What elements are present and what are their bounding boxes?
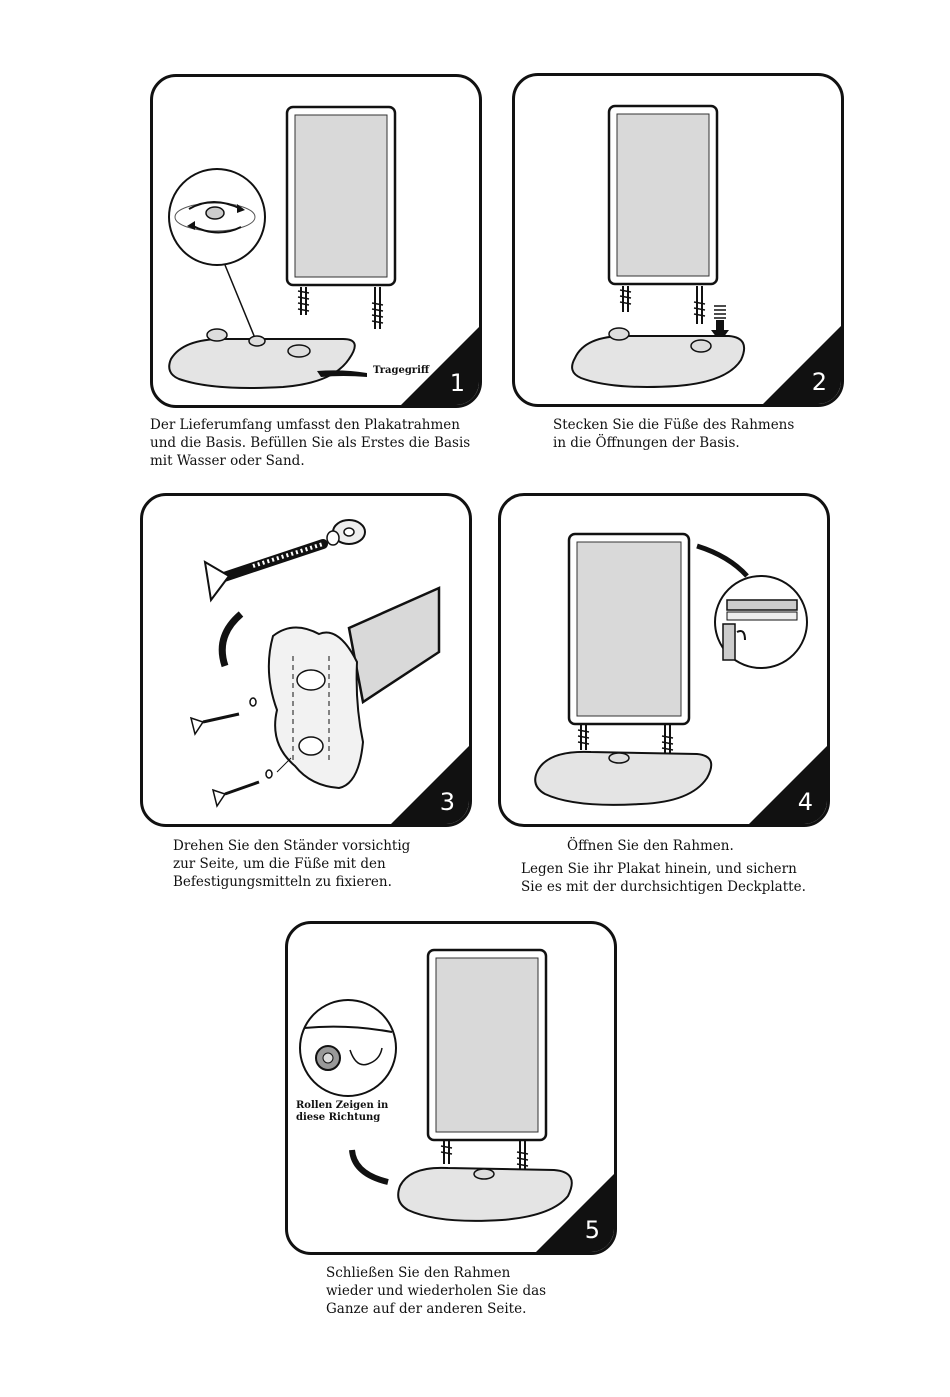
step-1-panel xyxy=(150,74,482,408)
step-4-corner xyxy=(749,746,827,824)
step-5-number: 5 xyxy=(584,1216,600,1244)
step-3-panel xyxy=(140,493,472,827)
step-1-number: 1 xyxy=(449,369,465,397)
step-4-caption-insert: Legen Sie ihr Plakat hinein, und sichern Sie es mit der durchsichtigen Deckplatte. xyxy=(521,861,806,895)
step-2-caption: Stecken Sie die Füße des Rahmens in die Öffnungen der Basis. xyxy=(553,417,795,451)
step-2-panel xyxy=(512,73,844,407)
step-5-caption: Schließen Sie den Rahmen wieder und wiederholen Sie das Ganze auf der anderen Seite. xyxy=(326,1265,547,1317)
step-2-number: 2 xyxy=(811,368,827,396)
step-5-corner xyxy=(536,1174,614,1252)
step-2-corner xyxy=(763,326,841,404)
step-1-caption: Der Lieferumfang umfasst den Plakatrahmen und die Basis. Befüllen Sie als Erstes die Basis mit Wasser oder Sand. xyxy=(150,417,471,469)
step-3-number: 3 xyxy=(439,788,455,816)
step-4-panel xyxy=(498,493,830,827)
step-5-wheels-label: Rollen Zeigen in diese Richtung xyxy=(296,1100,389,1123)
step-4-caption-open: Öffnen Sie den Rahmen. xyxy=(567,838,734,854)
step-3-corner xyxy=(391,746,469,824)
step-3-caption: Drehen Sie den Ständer vorsichtig zur Seite, um die Füße mit den Befestigungsmitteln zu fixieren. xyxy=(173,838,411,890)
step-5-panel xyxy=(285,921,617,1255)
step-1-corner xyxy=(401,327,479,405)
step-1-handle-label: Tragegriff xyxy=(373,365,430,376)
step-4-number: 4 xyxy=(797,788,813,816)
